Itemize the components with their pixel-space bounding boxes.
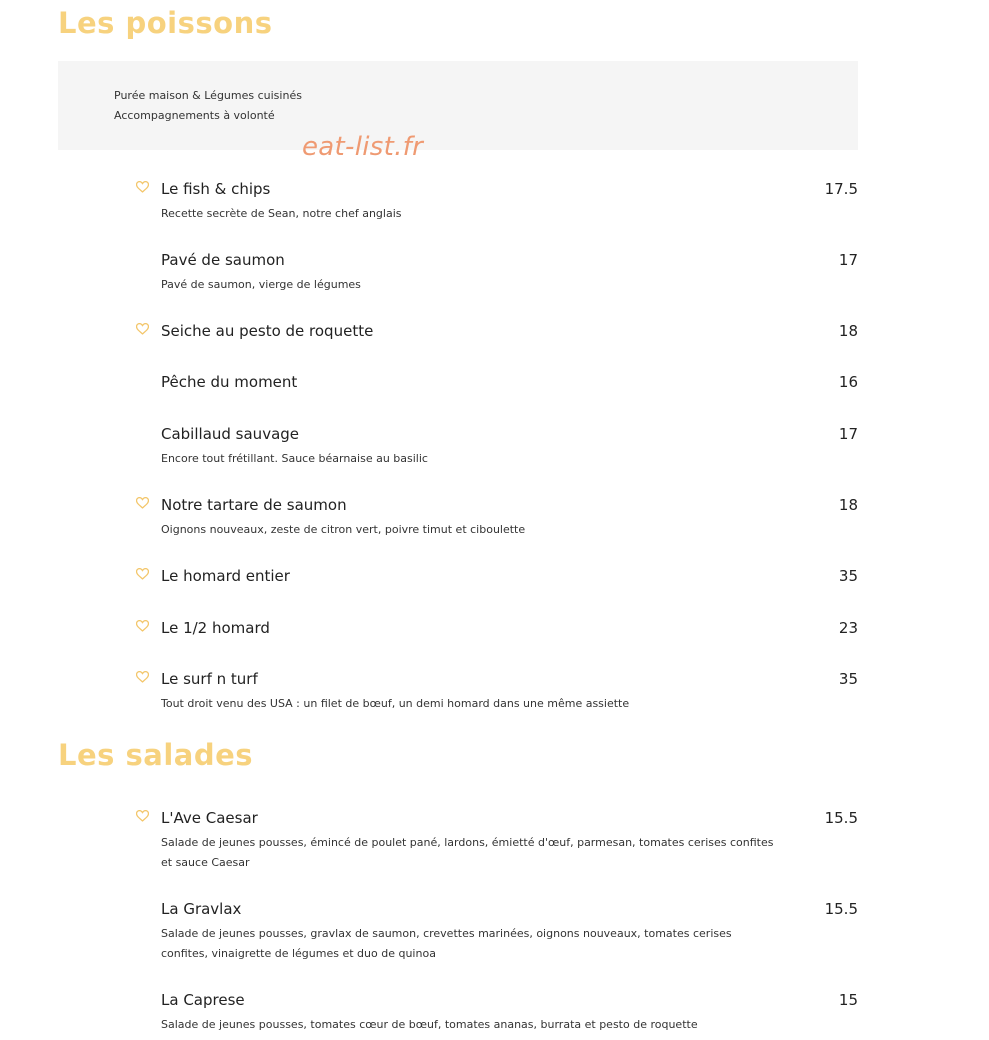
item-price: 17.5 xyxy=(824,180,858,198)
heart-icon xyxy=(136,620,150,634)
item-price: 35 xyxy=(838,670,858,688)
item-name: Le fish & chips xyxy=(161,180,271,198)
item-description: Encore tout frétillant. Sauce béarnaise au basilic xyxy=(161,452,428,465)
item-name: La Gravlax xyxy=(161,900,242,918)
item-description: Recette secrète de Sean, notre chef anglais xyxy=(161,207,402,220)
item-price: 17 xyxy=(838,251,858,269)
item-description: Salade de jeunes pousses, tomates cœur de bœuf, tomates ananas, burrata et pesto de roquette xyxy=(161,1018,698,1031)
item-description: Salade de jeunes pousses, gravlax de saumon, crevettes marinées, oignons nouveaux, tomates cerises confites, vinaigrette de légumes et duo de quinoa xyxy=(161,927,732,960)
heart-icon xyxy=(136,181,150,195)
item-name: Le 1/2 homard xyxy=(161,619,270,637)
item-description: Pavé de saumon, vierge de légumes xyxy=(161,278,361,291)
item-name: Le homard entier xyxy=(161,567,290,585)
heart-icon xyxy=(136,568,150,582)
item-name: La Caprese xyxy=(161,991,245,1009)
note-line: Accompagnements à volonté xyxy=(114,109,275,122)
section-title-salades: Les salades xyxy=(58,738,254,772)
accompaniment-note xyxy=(58,61,858,150)
item-description: Oignons nouveaux, zeste de citron vert, poivre timut et ciboulette xyxy=(161,523,526,536)
item-name: L'Ave Caesar xyxy=(161,809,258,827)
item-name: Le surf n turf xyxy=(161,670,258,688)
item-price: 23 xyxy=(838,619,858,637)
item-name: Notre tartare de saumon xyxy=(161,496,347,514)
item-price: 15 xyxy=(838,991,858,1009)
item-name: Pavé de saumon xyxy=(161,251,285,269)
item-price: 15.5 xyxy=(824,809,858,827)
item-price: 17 xyxy=(838,425,858,443)
heart-icon xyxy=(136,671,150,685)
heart-icon xyxy=(136,810,150,824)
item-description: Tout droit venu des USA : un filet de bœuf, un demi homard dans une même assiette xyxy=(161,697,630,710)
item-name: Cabillaud sauvage xyxy=(161,425,300,443)
item-description: Salade de jeunes pousses, émincé de poulet pané, lardons, émietté d'œuf, parmesan, tomates cerises confites et sauce Caesar xyxy=(161,836,774,869)
note-line: Purée maison & Légumes cuisinés xyxy=(114,89,302,102)
heart-icon xyxy=(136,323,150,337)
item-price: 18 xyxy=(838,322,858,340)
item-price: 16 xyxy=(838,373,858,391)
watermark: eat-list.fr xyxy=(302,132,424,162)
section-title-poissons: Les poissons xyxy=(58,6,273,40)
item-price: 35 xyxy=(838,567,858,585)
item-price: 18 xyxy=(838,496,858,514)
item-name: Pêche du moment xyxy=(161,373,298,391)
item-name: Seiche au pesto de roquette xyxy=(161,322,374,340)
heart-icon xyxy=(136,497,150,511)
item-price: 15.5 xyxy=(824,900,858,918)
